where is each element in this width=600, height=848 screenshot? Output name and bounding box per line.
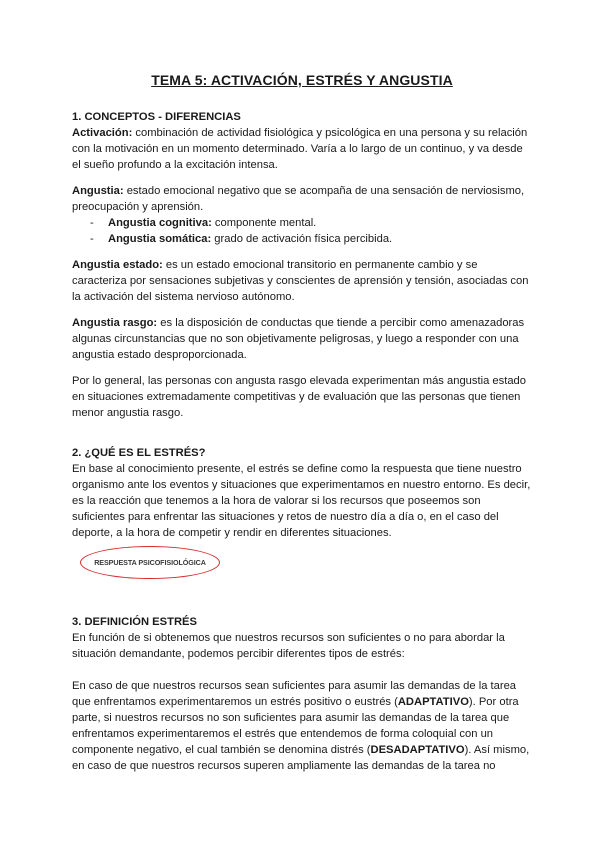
- definition-rasgo-block: [72, 315, 532, 363]
- definition-angustia: [72, 183, 532, 215]
- definition-angustia-estado: [72, 257, 532, 305]
- term-label: Angustia cognitiva:: [108, 217, 212, 229]
- oval-label: RESPUESTA PSICOFISIOLÓGICA: [94, 557, 206, 567]
- section-que-es-estres: [72, 445, 532, 541]
- intro-paragraph: En función de si obtenemos que nuestros recursos son suficientes o no para abordar la situación demandante, podemos percibir diferentes tipos de estrés:: [72, 632, 505, 660]
- page-title: TEMA 5: ACTIVACIÓN, ESTRÉS Y ANGUSTIA: [151, 72, 453, 88]
- term-label: Angustia somática:: [108, 233, 212, 245]
- definition-text: es un estado emocional transitorio en permanente cambio y se caracteriza por sensaciones subjetivas y conscientes de aprensión y tensión, asociadas con la activación del sistema nervioso autónomo.: [72, 259, 529, 303]
- section-heading: 1. CONCEPTOS - DIFERENCIAS: [72, 111, 241, 123]
- section-conceptos: [72, 109, 532, 173]
- definition-angustia-block: [72, 183, 532, 247]
- eustres-distres-paragraph: [72, 678, 532, 774]
- list-item: [72, 215, 532, 231]
- paragraph-text: ). Así mismo, en caso de que nuestros recursos superen ampliamente las demandas de la tarea no: [72, 744, 530, 772]
- paragraph-text: ). Por otra parte, si nuestros recursos no son suficientes para asumir las demandas de la tarea que enfrentamos experimentaremos el estrés que entendemos de forma coloquial con un componente negativo, el cual también se denomina distrés (: [72, 696, 519, 756]
- adaptativo-label: ADAPTATIVO: [397, 696, 469, 708]
- definition-text: es la disposición de conductas que tiende a percibir como amenazadoras algunas circunstancias que no son objetivamente peligrosas, y luego a responder con una angustia estado desproporcionada.: [72, 317, 525, 361]
- term-label: Angustia rasgo:: [72, 317, 158, 329]
- list-item-text: grado de activación física percibida.: [211, 233, 393, 245]
- estres-paragraph: En base al conocimiento presente, el estrés se define como la respuesta que tiene nuestro organismo ante los eventos y situaciones que experimentamos en nuestro entorno. Es decir, es la reacción que tenemos a la hora de valorar si los recursos que poseemos son suficientes para enfrentar las situaciones y retos de nuestro día a día o, en el caso del deporte, a la hora de competir y rendir en diferentes situaciones.: [72, 463, 531, 539]
- section-heading: 3. DEFINICIÓN ESTRÉS: [72, 616, 197, 628]
- general-paragraph-block: [72, 373, 532, 421]
- desadaptativo-label: DESADAPTATIVO: [370, 744, 465, 756]
- definition-text: estado emocional negativo que se acompaña de una sensación de nerviosismo, preocupación y aprensión.: [72, 185, 525, 213]
- term-label: Activación:: [72, 127, 133, 139]
- paragraph-text: En caso de que nuestros recursos sean suficientes para asumir las demandas de la tarea que enfrentamos experimentaremos un estrés positivo o eustrés (: [72, 680, 517, 708]
- definition-text: combinación de actividad fisiológica y psicológica en una persona y su relación con la motivación en un momento determinado. Varía a lo largo de un continuo, y va desde el sueño profundo a la excitación intensa.: [72, 127, 528, 171]
- section-definicion-estres: [72, 614, 532, 662]
- definition-angustia-rasgo: [72, 315, 532, 363]
- list-item-text: componente mental.: [211, 217, 317, 229]
- eustres-distres-block: [72, 678, 532, 774]
- term-label: Angustia estado:: [72, 259, 163, 271]
- general-paragraph: Por lo general, las personas con angusta rasgo elevada experimentan más angustia estado en situaciones extremadamente competitivas y de evaluación que las personas que tienen menor angustia rasgo.: [72, 375, 527, 419]
- definition-activacion: [72, 125, 532, 173]
- term-label: Angustia:: [72, 185, 124, 197]
- section-heading: 2. ¿QUÉ ES EL ESTRÉS?: [72, 447, 206, 459]
- angustia-types-list: [72, 215, 532, 247]
- respuesta-psicofisiologica-oval: [80, 546, 220, 579]
- definition-estado-block: [72, 257, 532, 305]
- list-item: [72, 231, 532, 247]
